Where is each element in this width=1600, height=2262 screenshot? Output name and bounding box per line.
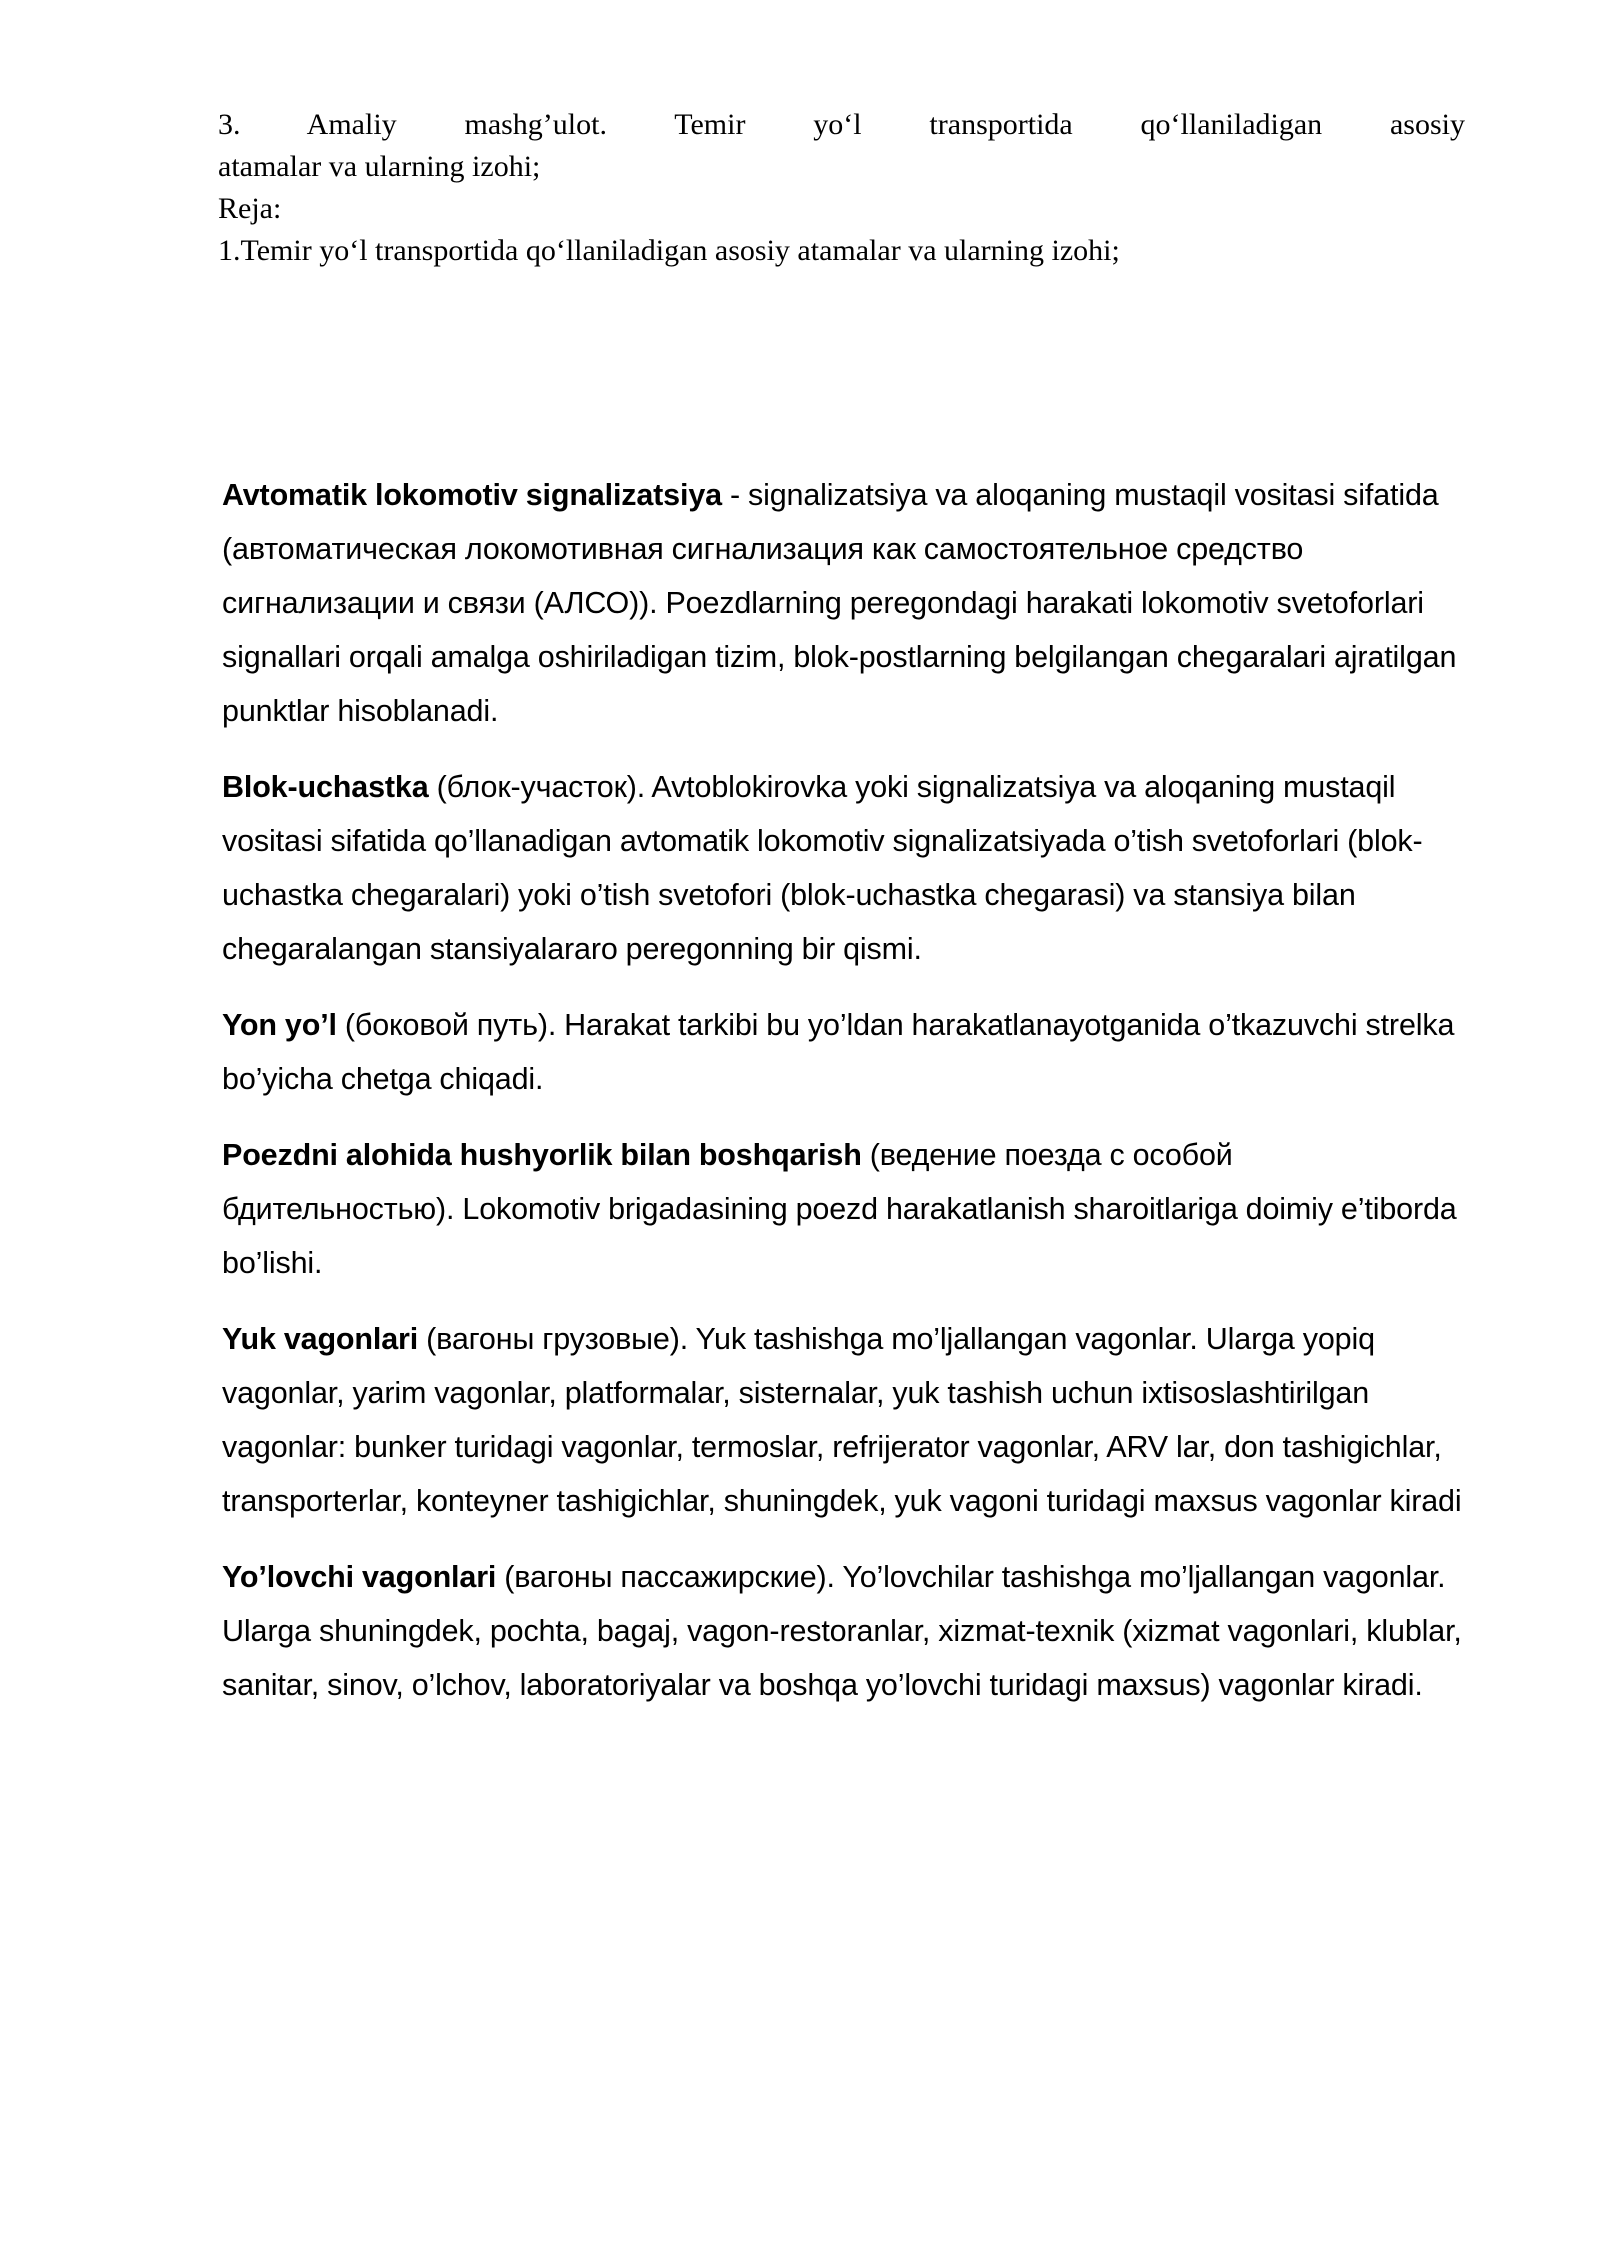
glossary-entry	[222, 1128, 1462, 1290]
glossary-term: Yon yo’l	[222, 1008, 337, 1042]
glossary-term: Yo’lovchi vagonlari	[222, 1560, 497, 1594]
header-heading-line-2: atamalar va ularning izohi;	[218, 150, 541, 183]
glossary-entry	[222, 1312, 1462, 1528]
glossary-definition: (вагоны пассажирские). Yo’lovchilar tashishga mo’ljallangan vagonlar. Ularga shuningdek, pochta, bagaj, vagon-restoranlar, xizmat-texnik (xizmat vagonlari, klublar, sanitar, sinov, o’lchov, laboratoriyalar va boshqa yo’lovchi turidagi maxsus) vagonlar kiradi.	[222, 1560, 1462, 1702]
glossary-definition: (блок-участок). Avtoblokirovka yoki signalizatsiya va aloqaning mustaqil vositasi sifatida qo’llanadigan avtomatik lokomotiv signalizatsiyada o’tish svetoforlari (blok-uchastka chegaralari) yoki o’tish svetofori (blok-uchastka chegarasi) va stansiya bilan chegaralangan stansiyalararo peregonning bir qismi.	[222, 770, 1423, 966]
glossary-term: Poezdni alohida hushyorlik bilan boshqarish	[222, 1138, 862, 1172]
glossary-definition: (ведение поезда с особой бдительностью). Lokomotiv brigadasining poezd harakatlanish sharoitlariga doimiy e’tiborda bo’lishi.	[222, 1138, 1457, 1280]
glossary-definition: (вагоны грузовые). Yuk tashishga mo’ljallangan vagonlar. Ularga yopiq vagonlar, yarim vagonlar, platformalar, sisternalar, yuk tashish uchun ixtisoslashtirilgan vagonlar: bunker turidagi vagonlar, termoslar, refrijerator vagonlar, ARV lar, don tashigichlar, transporterlar, konteyner tashigichlar, shuningdek, yuk vagoni turidagi maxsus vagonlar kiradi	[222, 1322, 1462, 1518]
glossary-definition: (боковой путь). Harakat tarkibi bu yo’ldan harakatlanayotganida o’tkazuvchi strelka bo’yicha chetga chiqadi.	[222, 1008, 1455, 1096]
header-reja-label: Reja:	[218, 192, 282, 225]
glossary-entry	[222, 998, 1462, 1106]
glossary-entries	[222, 468, 1462, 1712]
header-heading-line-1: 3. Amaliy mashg’ulot. Temir yo‘l transportida qo‘llaniladigan asosiy	[218, 108, 1465, 141]
glossary-definition: - signalizatsiya va aloqaning mustaqil vositasi sifatida (автоматическая локомотивная сигнализация как самостоятельное средство сигнализации и связи (АЛСО)). Poezdlarning peregondagi harakati lokomotiv svetoforlari signallari orqali amalga oshiriladigan tizim, blok-postlarning belgilangan chegaralari ajratilgan punktlar hisoblanadi.	[222, 478, 1457, 728]
glossary-entry	[222, 1550, 1462, 1712]
glossary-term: Avtomatik lokomotiv signalizatsiya	[222, 478, 722, 512]
glossary-entry	[222, 760, 1462, 976]
glossary-term: Yuk vagonlari	[222, 1322, 419, 1356]
glossary-entry	[222, 468, 1462, 738]
glossary-term: Blok-uchastka	[222, 770, 429, 804]
header-reja-item-1: 1.Temir yo‘l transportida qo‘llaniladigan asosiy atamalar va ularning izohi;	[218, 234, 1120, 267]
document-header	[218, 104, 1465, 272]
